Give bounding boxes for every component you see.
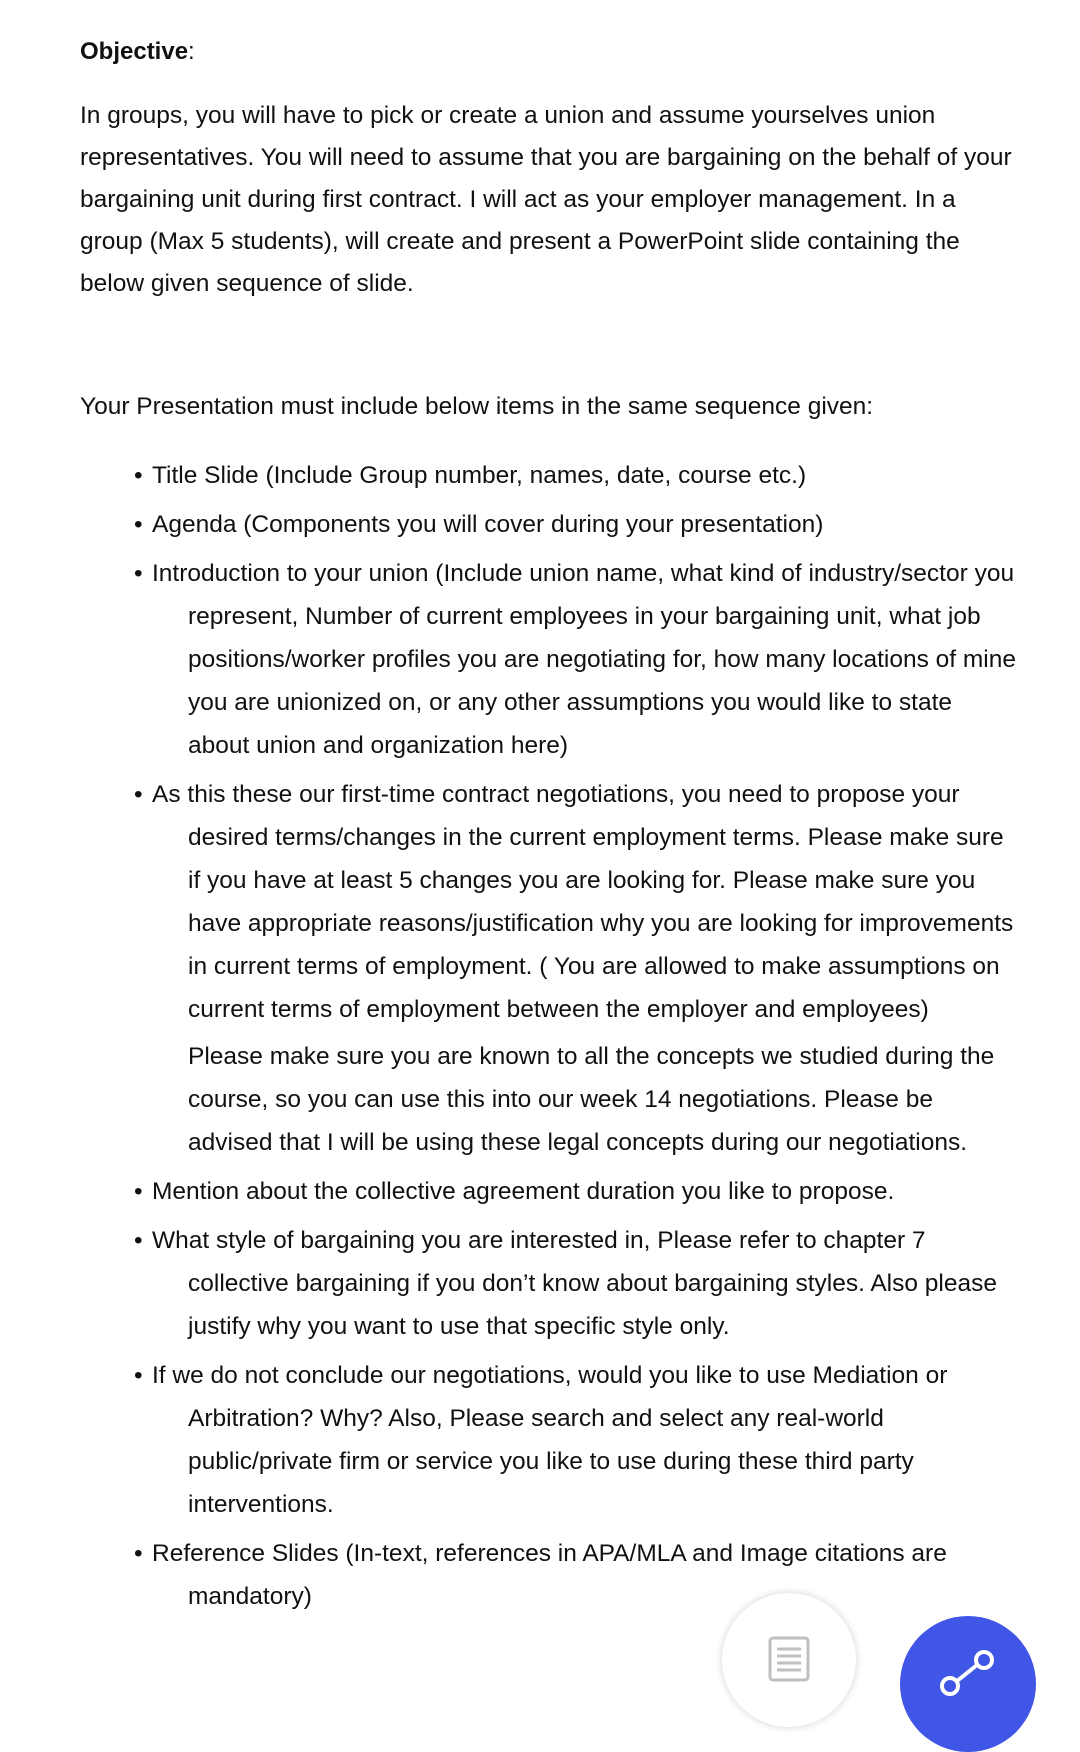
list-item-text: Agenda (Components you will cover during your presentation): [152, 511, 824, 538]
bullet-icon: •: [134, 781, 143, 808]
bullet-icon: •: [134, 511, 143, 538]
list-item: [116, 503, 1016, 546]
list-item-note: Please make sure you are known to all the concepts we studied during the course, so you can use this into our week 14 negotiations. Please be advised that I will be using these legal concepts during our negotiations.: [188, 1043, 995, 1156]
list-item-text: Introduction to your union (Include union name, what kind of industry/sector you represent, Number of current employees in your bargaining unit, what job positions/worker profiles you are negotiating for, how many locations of mine you are unionized on, or any other assumptions you would like to state about union and organization here): [152, 560, 1016, 759]
bullet-icon: •: [134, 560, 143, 587]
list-item-text: As this these our first-time contract negotiations, you need to propose your desired terms/changes in the current employment terms. Please make sure if you have at least 5 changes you are looking for. Please make sure you have appropriate reasons/justification why you are looking for improvements in current terms of employment. ( You are allowed to make assumptions on current terms of employment between the employer and employees): [152, 781, 1014, 1023]
list-item-text: Mention about the collective agreement duration you like to propose.: [152, 1178, 895, 1205]
list-item-text: Title Slide (Include Group number, names, date, course etc.): [152, 462, 807, 489]
list-item: [116, 773, 1016, 1164]
bullet-icon: •: [134, 1227, 143, 1254]
bullet-icon: •: [134, 1362, 143, 1389]
bullet-icon: •: [134, 1540, 143, 1567]
objective-label: Objective: [80, 38, 189, 65]
list-item: [116, 552, 1016, 767]
list-item: [116, 1354, 1016, 1526]
document-icon: [767, 1635, 811, 1683]
bullet-icon: •: [134, 1178, 143, 1205]
objective-heading: [80, 36, 195, 68]
list-item-text: What style of bargaining you are interested in, Please refer to chapter 7 collective bargaining if you don’t know about bargaining styles. Also please justify why you want to use that specific style only.: [152, 1227, 998, 1340]
objective-colon: :: [188, 38, 195, 65]
list-item: [116, 1170, 1016, 1213]
list-item-text: If we do not conclude our negotiations, would you like to use Mediation or Arbitration? Why? Also, Please search and select any real-world public/private firm or service you like to use during these third party interventions.: [152, 1362, 948, 1518]
document-view-button[interactable]: [722, 1593, 856, 1727]
objective-paragraph: In groups, you will have to pick or create a union and assume yourselves union representatives. You will need to assume that you are bargaining on the behalf of your bargaining unit during first contract. I will act as your employer management. In a group (Max 5 students), will create and present a PowerPoint slide containing the below given sequence of slide.: [80, 102, 1012, 297]
requirements-list: [116, 454, 1016, 1624]
share-icon: [936, 1646, 1000, 1710]
list-item: [116, 454, 1016, 497]
presentation-intro: Your Presentation must include below items in the same sequence given:: [80, 393, 874, 420]
list-item-text: Reference Slides (In-text, references in APA/MLA and Image citations are mandatory): [152, 1540, 947, 1610]
bullet-icon: •: [134, 462, 143, 489]
list-item: [116, 1219, 1016, 1348]
share-button[interactable]: [900, 1616, 1036, 1752]
list-item: [116, 1532, 1016, 1618]
